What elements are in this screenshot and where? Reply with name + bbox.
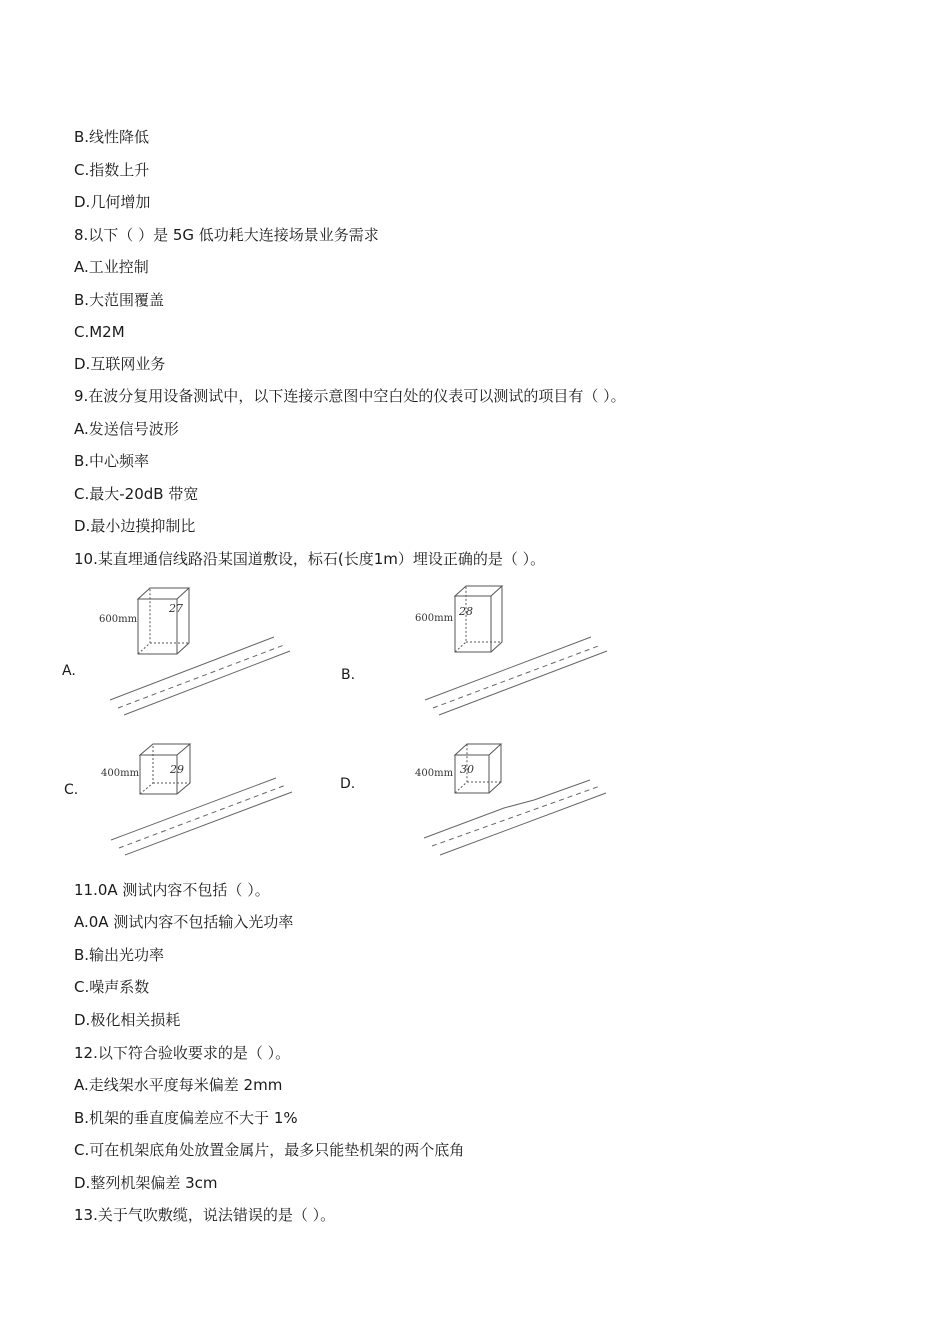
figure-a-dim: 600mm <box>99 614 138 625</box>
line-bottom-6: A.走线架水平度每米偏差 2mm <box>74 1076 283 1094</box>
line-top-1: C.指数上升 <box>74 161 150 179</box>
figure-b-marker-stone <box>413 585 613 720</box>
line-top-2: D.几何增加 <box>74 193 151 211</box>
line-top-5: B.大范围覆盖 <box>74 291 165 309</box>
line-top-4: A.工业控制 <box>74 258 149 276</box>
line-top-9: A.发送信号波形 <box>74 420 179 438</box>
question-8: 8.以下（ ）是 5G 低功耗大连接场景业务需求 <box>74 226 379 244</box>
figure-d-number: 30 <box>460 763 474 776</box>
figure-d-dim: 400mm <box>415 768 454 779</box>
figure-d-marker-stone <box>414 740 614 865</box>
figure-c-marker-stone <box>100 740 300 865</box>
line-top-7: D.互联网业务 <box>74 355 166 373</box>
figure-c-letter: C. <box>64 782 79 798</box>
line-top-6: C.M2M <box>74 323 125 341</box>
line-top-12: D.最小边摸抑制比 <box>74 517 196 535</box>
question-12: 12.以下符合验收要求的是（ ）。 <box>74 1044 291 1062</box>
figure-d-letter: D. <box>340 776 356 792</box>
line-top-11: C.最大-20dB 带宽 <box>74 485 199 503</box>
line-bottom-4: D.极化相关损耗 <box>74 1011 181 1029</box>
question-9: 9.在波分复用设备测试中，以下连接示意图中空白处的仪表可以测试的项目有（ ）。 <box>74 387 626 405</box>
figure-b-dim: 600mm <box>415 613 454 624</box>
line-top-10: B.中心频率 <box>74 452 150 470</box>
line-bottom-1: A.0A 测试内容不包括输入光功率 <box>74 913 294 931</box>
line-bottom-3: C.噪声系数 <box>74 978 150 996</box>
line-top-0: B.线性降低 <box>74 128 150 146</box>
figure-a-letter: A. <box>62 663 76 679</box>
figure-c-number: 29 <box>170 763 184 776</box>
line-bottom-9: D.整列机架偏差 3cm <box>74 1174 218 1192</box>
line-bottom-8: C.可在机架底角处放置金属片，最多只能垫机架的两个底角 <box>74 1141 465 1159</box>
line-bottom-2: B.输出光功率 <box>74 946 165 964</box>
figure-b-letter: B. <box>341 667 356 683</box>
question-10: 10.某直埋通信线路沿某国道敷设，标石(长度1m）埋设正确的是（ ）。 <box>74 550 546 568</box>
question-13: 13.关于气吹敷缆，说法错误的是（ ）。 <box>74 1206 336 1224</box>
figure-a-number: 27 <box>169 602 183 615</box>
question-11: 11.0A 测试内容不包括（ ）。 <box>74 881 270 899</box>
figure-a-marker-stone <box>96 585 296 720</box>
figure-b-number: 28 <box>459 605 473 618</box>
line-bottom-7: B.机架的垂直度偏差应不大于 1% <box>74 1109 298 1127</box>
figure-c-dim: 400mm <box>101 768 140 779</box>
